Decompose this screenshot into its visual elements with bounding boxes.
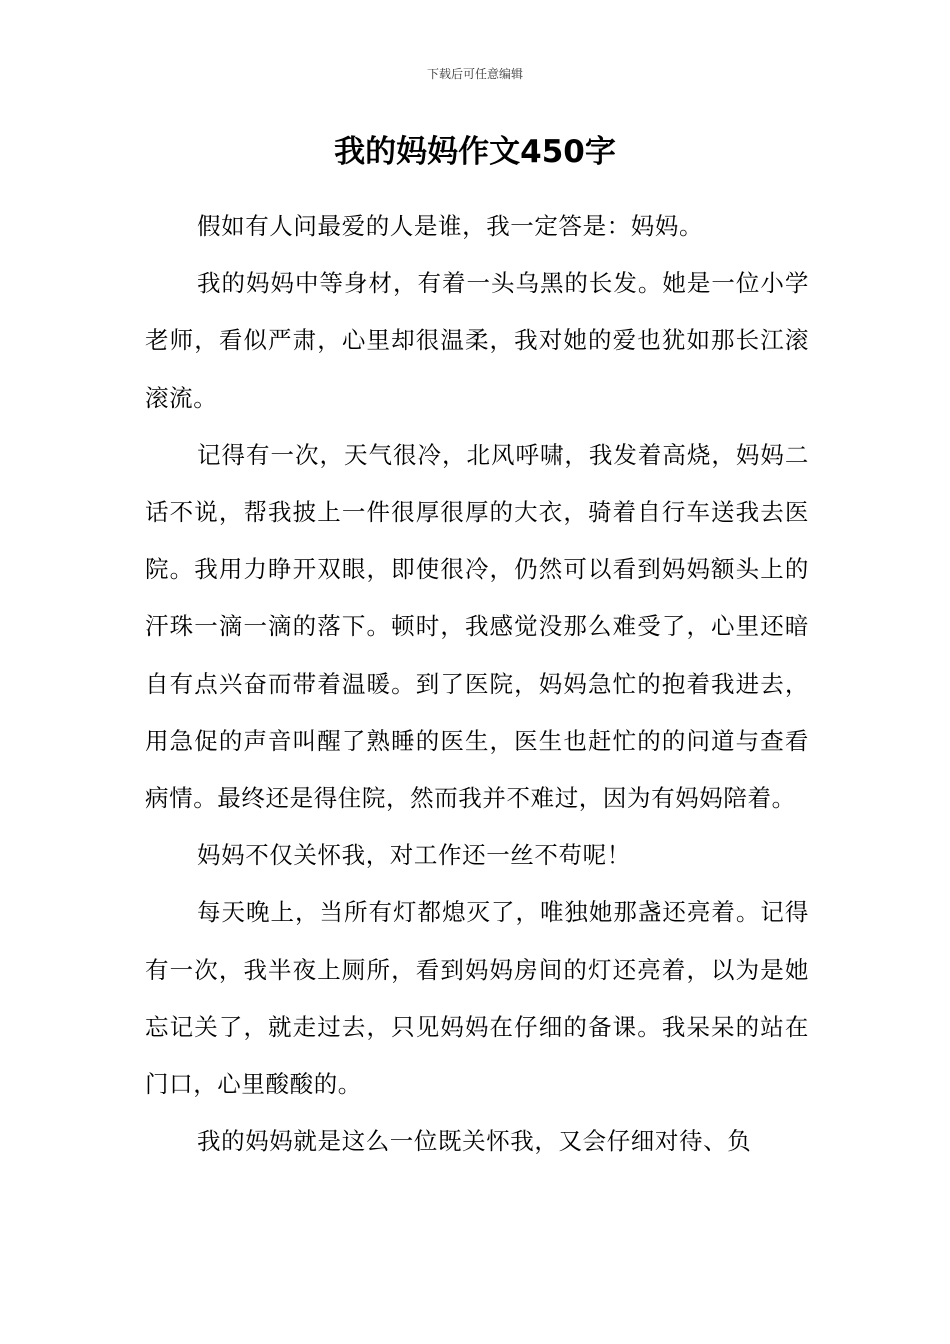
paragraph-6: 我的妈妈就是这么一位既关怀我，又会仔细对待、负 [197, 1127, 752, 1156]
paragraph-5: 每天晚上，当所有灯都熄灭了，唯独她那盏还亮着。记得有一次，我半夜上厕所，看到妈妈房间的灯还亮着，以为是她忘记关了，就走过去，只见妈妈在仔细的备课。我呆呆的站在门口，心里酸酸的。 [145, 898, 809, 1099]
header-note: 下载后可任意编辑 [426, 67, 523, 81]
paragraph-4: 妈妈不仅关怀我，对工作还一丝不苟呢！ [197, 841, 631, 870]
paragraph-2: 我的妈妈中等身材，有着一头乌黑的长发。她是一位小学老师，看似严肃，心里却很温柔，我对她的爱也犹如那长江滚滚流。 [145, 269, 809, 412]
paragraph-1: 假如有人问最爱的人是谁，我一定答是：妈妈。 [197, 212, 704, 240]
document-body [145, 198, 809, 1170]
document-title: 我的妈妈作文450字 [334, 134, 616, 170]
paragraph-3: 记得有一次，天气很冷，北风呼啸，我发着高烧，妈妈二话不说，帮我披上一件很厚很厚的大衣，骑着自行车送我去医院。我用力睁开双眼，即使很冷，仍然可以看到妈妈额头上的汗珠一滴一滴的落下。顿时，我感觉没那么难受了，心里还暗自有点兴奋而带着温暖。到了医院，妈妈急忙的抱着我进去，用急促的声音叫醒了熟睡的医生，医生也赶忙的的问道与查看病情。最终还是得住院，然而我并不难过，因为有妈妈陪着。 [145, 440, 809, 813]
